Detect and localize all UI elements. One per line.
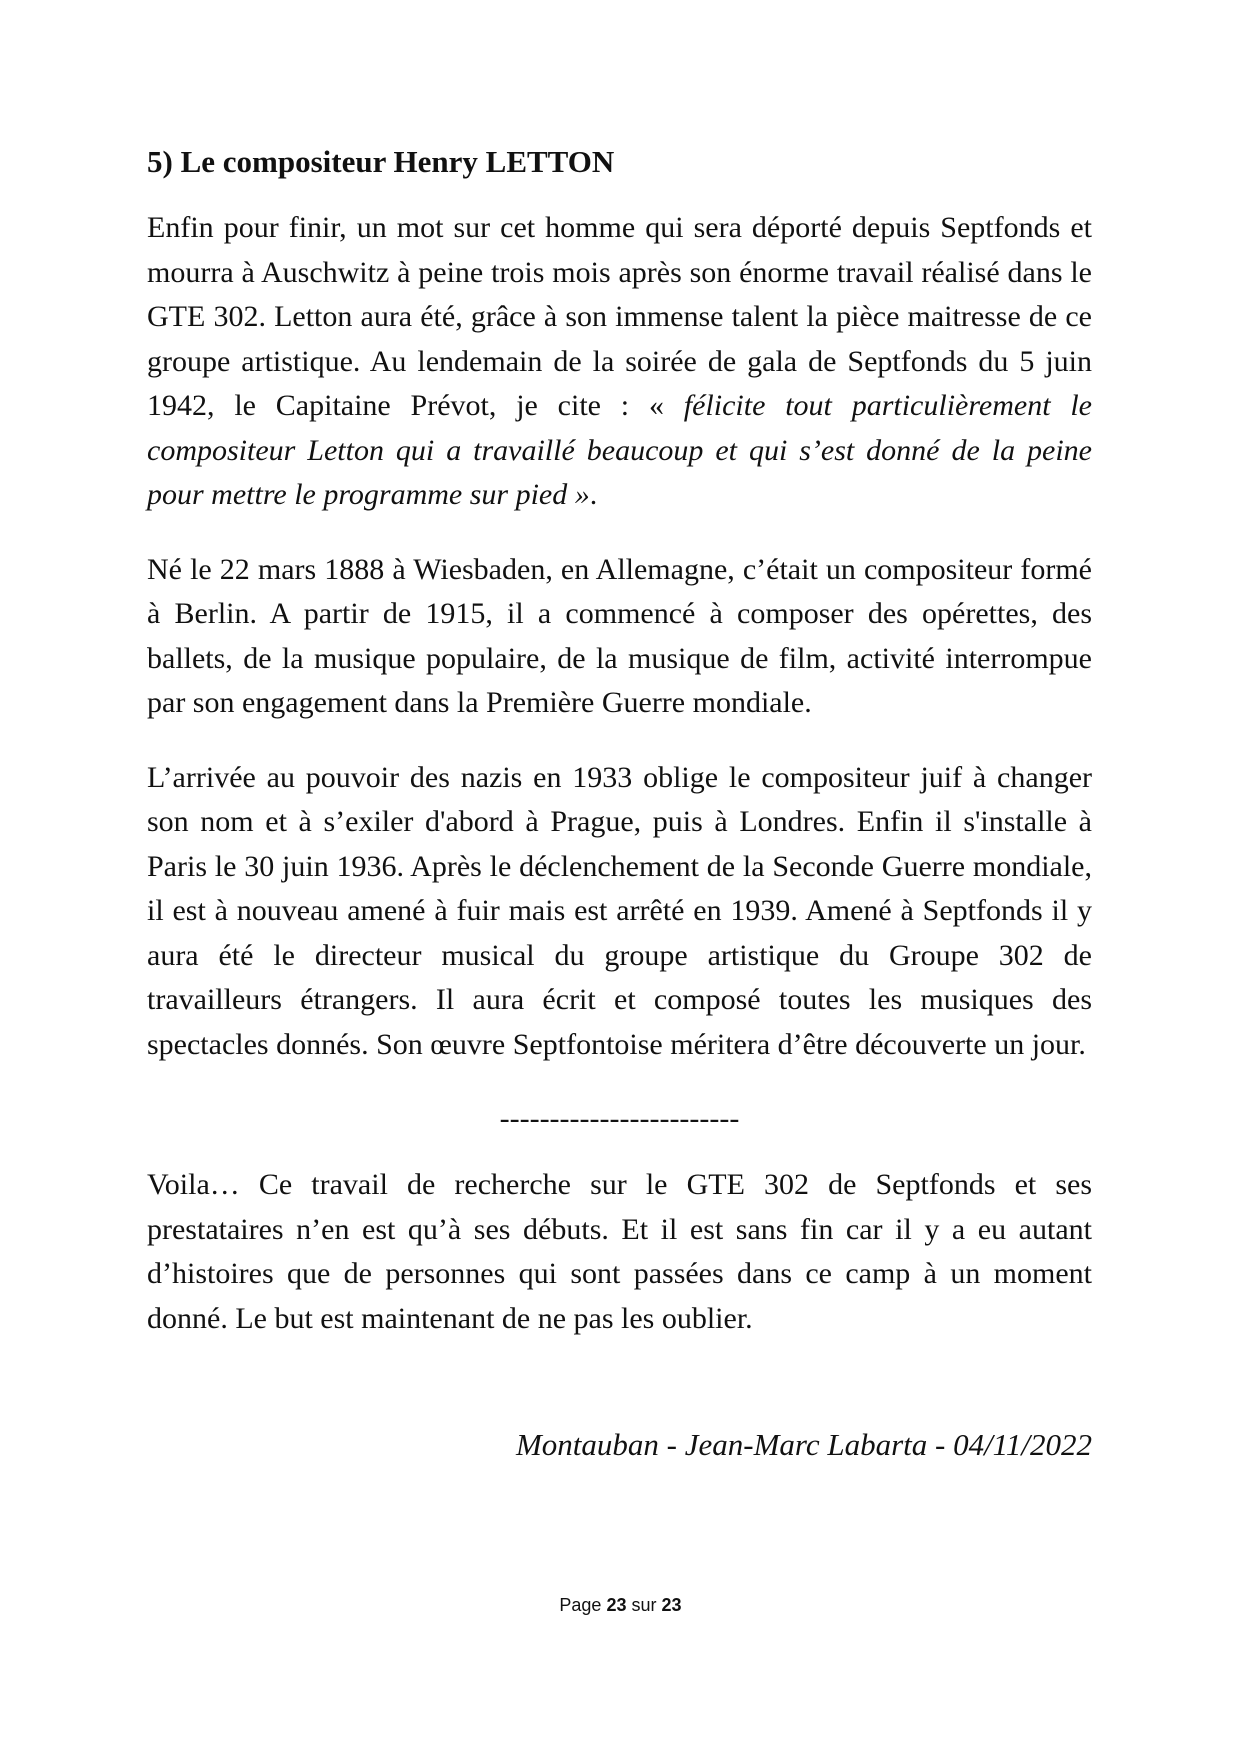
footer-current-page: 23 xyxy=(606,1595,627,1615)
paragraph-letton-intro xyxy=(147,206,1092,518)
page-footer xyxy=(0,1595,1241,1616)
paragraph-end: . xyxy=(589,478,598,511)
paragraph-biography: Né le 22 mars 1888 à Wiesbaden, en Allemagne, c’était un compositeur formé à Berlin. A partir de 1915, il a commencé à composer des opérettes, des ballets, de la musique populaire, de la musique de film, activité interrompue par son engagement dans la Première Guerre mondiale. xyxy=(147,552,1092,719)
paragraph-text: Enfin pour finir, un mot sur cet homme qui sera déporté depuis Septfonds et mourra à Auschwitz à peine trois mois après son énorme travail réalisé dans le GTE 302. Letton aura été, grâce à son immense talent la pièce maitresse de ce groupe artistique. Au lendemain de la soirée de gala de Septfonds du 5 juin 1942, le Capitaine Prévot, je cite : « xyxy=(147,211,1092,422)
signature: Montauban - Jean-Marc Labarta - 04/11/2022 xyxy=(515,1427,1092,1462)
footer-of-word: sur xyxy=(631,1595,657,1615)
document-page xyxy=(147,140,1092,1467)
paragraph-conclusion: Voila… Ce travail de recherche sur le GTE 302 de Septfonds et ses prestataires n’en est qu’à ses débuts. Et il est sans fin car il y a eu autant d’histoires que de personnes qui sont passées dans ce camp à un moment donné. Le but est maintenant de ne pas les oublier. xyxy=(147,1168,1092,1335)
footer-page-word: Page xyxy=(559,1595,602,1615)
separator-line: ------------------------ xyxy=(499,1102,740,1135)
paragraph-exile: L’arrivée au pouvoir des nazis en 1933 oblige le compositeur juif à changer son nom et à s’exiler d'abord à Prague, puis à Londres. Enfin il s'installe à Paris le 30 juin 1936. Après le déclenchement de la Seconde Guerre mondiale, il est à nouveau amené à fuir mais est arrêté en 1939. Amené à Septfonds il y aura été le directeur musical du groupe artistique du Groupe 302 de travailleurs étrangers. Il aura écrit et composé toutes les musiques des spectacles donnés. Son œuvre Septfontoise méritera d’être découverte un jour. xyxy=(147,760,1092,1061)
section-title: 5) Le compositeur Henry LETTON xyxy=(147,144,615,179)
footer-total-pages: 23 xyxy=(661,1595,682,1615)
quote-capitaine-prevot: félicite tout particulièrement le compositeur Letton qui a travaillé beaucoup et qui s’est donné de la peine pour mettre le programme sur pied » xyxy=(147,389,1092,511)
